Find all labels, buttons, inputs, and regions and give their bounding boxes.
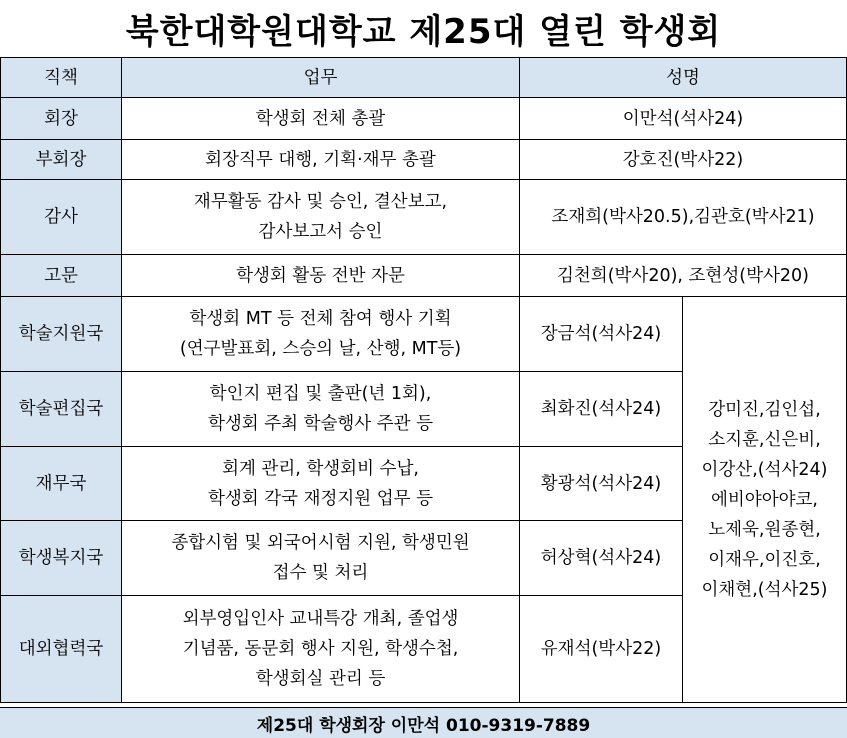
name-cell: 장금석(석사24) [520, 297, 683, 372]
member-line: 이강산,(석사24) [701, 459, 828, 480]
role-cell: 대외협력국 [1, 596, 122, 703]
duty-line: 학생회 주최 학술행사 주관 등 [207, 414, 434, 434]
duty-cell: 회장직무 대행, 기획·재무 총괄 [122, 140, 520, 180]
footer-contact: 제25대 학생회장 이만석 010-9319-7889 [0, 707, 847, 738]
duty-cell: 학생회 활동 전반 자문 [122, 255, 520, 297]
header-role: 직책 [1, 58, 122, 98]
role-cell: 감사 [1, 180, 122, 255]
header-name: 성명 [520, 58, 847, 98]
name-cell: 허상혁(석사24) [520, 521, 683, 596]
duty-cell [122, 596, 520, 703]
duty-line: 감사보고서 승인 [258, 222, 383, 242]
header-duty: 업무 [122, 58, 520, 98]
page-title: 북한대학원대학교 제25대 열린 학생회 [125, 11, 722, 52]
duty-line: (연구발표회, 스승의 날, 산행, MT등) [179, 339, 462, 359]
role-cell: 학술편집국 [1, 372, 122, 447]
duty-line: 재무활동 감사 및 승인, 결산보고, [193, 192, 448, 212]
name-cell: 유재석(박사22) [520, 596, 683, 703]
member-line: 이재우,이진호, [708, 549, 821, 570]
role-cell: 회장 [1, 98, 122, 140]
name-cell: 황광석(석사24) [520, 447, 683, 521]
duty-line: 외부영입인사 교내특강 개최, 졸업생 [182, 609, 459, 629]
table-row [1, 98, 847, 140]
member-line: 소지훈,신은비, [708, 429, 821, 450]
name-cell: 강호진(박사22) [520, 140, 847, 180]
name-cell: 최화진(석사24) [520, 372, 683, 447]
table-row [1, 180, 847, 255]
name-cell: 이만석(석사24) [520, 98, 847, 140]
duty-cell [122, 372, 520, 447]
role-cell: 재무국 [1, 447, 122, 521]
duty-line: 종합시험 및 외국어시험 지원, 학생민원 [171, 533, 470, 553]
duty-line: 회계 관리, 학생회비 수납, [222, 458, 419, 479]
role-cell: 학생복지국 [1, 521, 122, 596]
table-row [1, 140, 847, 180]
role-cell: 학술지원국 [1, 297, 122, 372]
table-row [1, 297, 847, 372]
members-cell [683, 297, 847, 703]
duty-cell [122, 180, 520, 255]
duty-line: 학생회 MT 등 전체 참여 행사 기획 [189, 309, 452, 329]
duty-cell [122, 297, 520, 372]
duty-line: 학생회실 관리 등 [255, 669, 386, 689]
member-line: 에비야아야코, [711, 489, 818, 510]
duty-cell: 학생회 전체 총괄 [122, 98, 520, 140]
duty-line: 학인지 편집 및 출판(년 1회), [209, 384, 432, 404]
name-cell: 조재희(박사20.5),김관호(박사21) [520, 180, 847, 255]
duty-line: 기념품, 동문회 행사 지원, 학생수첩, [182, 639, 459, 659]
name-cell: 김천희(박사20), 조현성(박사20) [520, 255, 847, 297]
member-line: 노제욱,원종현, [708, 519, 821, 540]
duty-cell [122, 447, 520, 521]
duty-cell [122, 521, 520, 596]
role-cell: 고문 [1, 255, 122, 297]
member-line: 강미진,김인섭, [708, 399, 821, 420]
student-council-table [0, 57, 847, 703]
duty-line: 접수 및 처리 [272, 563, 369, 583]
header-row [1, 58, 847, 98]
role-cell: 부회장 [1, 140, 122, 180]
duty-line: 학생회 각국 재정지원 업무 등 [207, 488, 434, 509]
member-line: 이채현,(석사25) [701, 579, 828, 600]
table-row [1, 255, 847, 297]
